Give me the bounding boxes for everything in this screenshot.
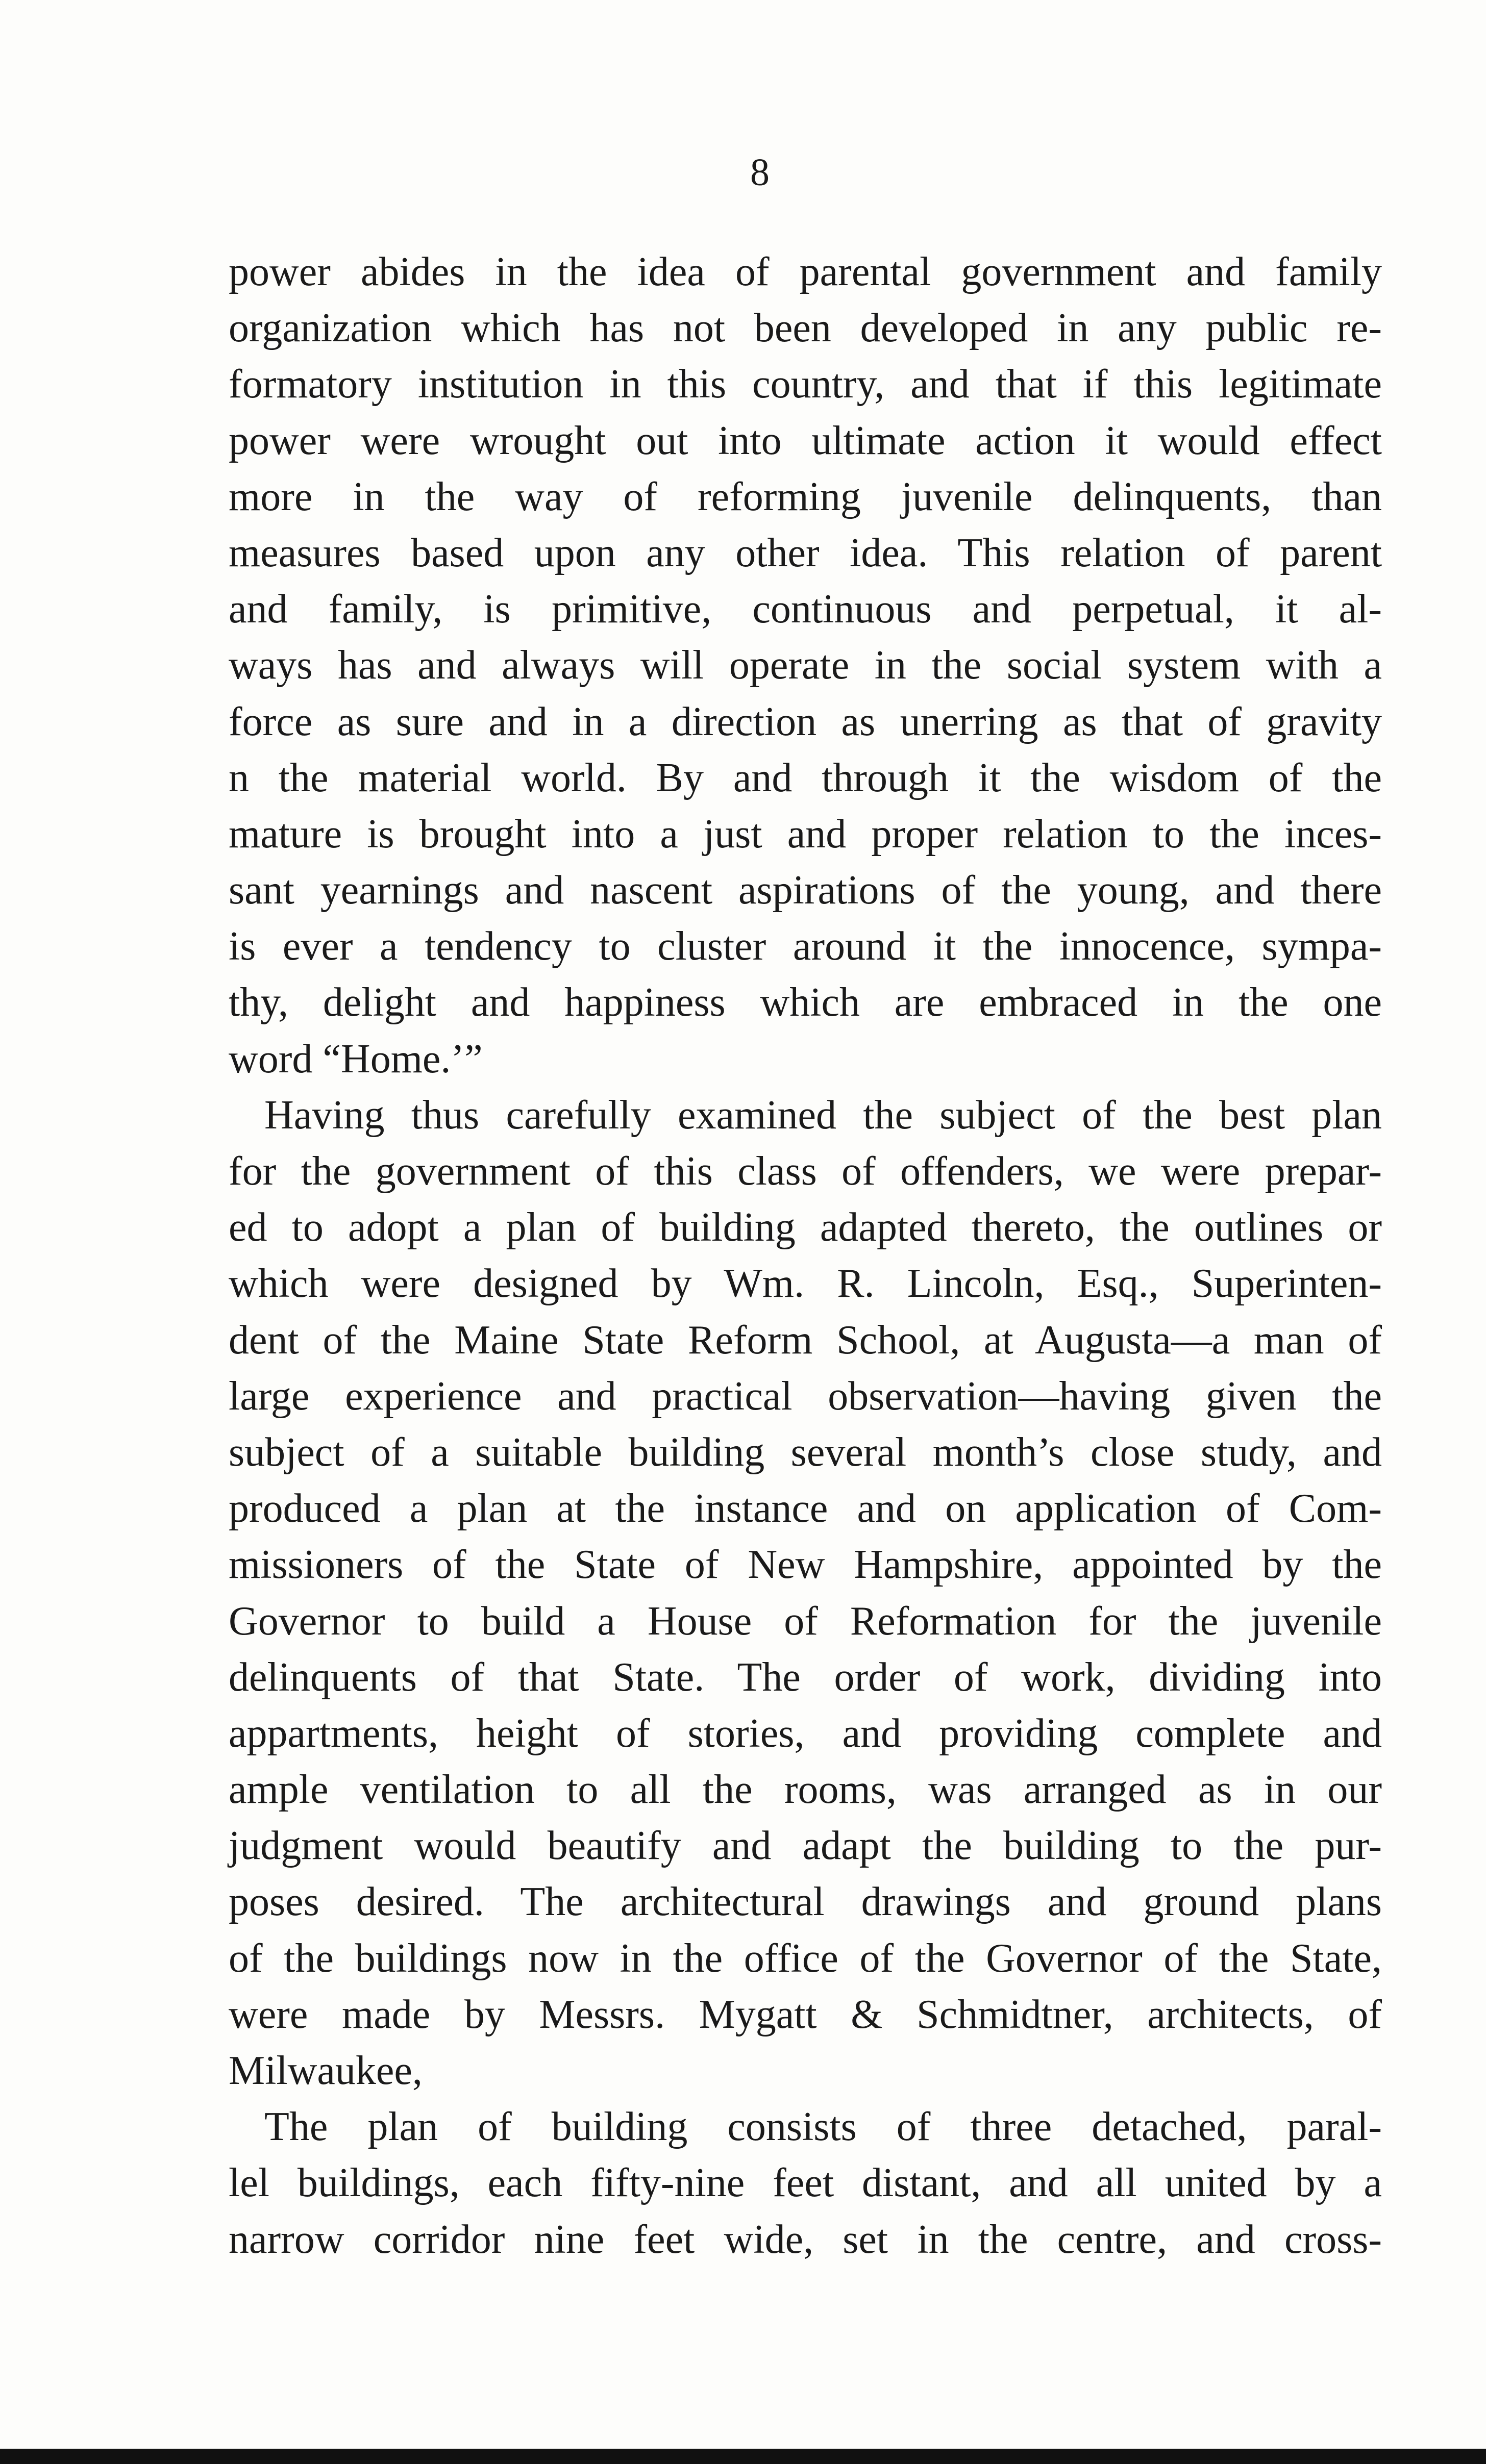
text-line: narrow corridor nine feet wide, set in the centre, and cross- [229, 2217, 1382, 2262]
paragraph-3 [229, 2099, 1382, 2268]
text-line: of the buildings now in the office of the Governor of the State, [229, 1935, 1382, 1981]
text-line: more in the way of reforming juvenile delinquents, than [229, 474, 1382, 519]
text-line: word “Home.’” [229, 1036, 483, 1082]
text-line: thy, delight and happiness which are embraced in the one [229, 980, 1382, 1025]
text-line: Milwaukee, [229, 2048, 423, 2093]
text-line: measures based upon any other idea. This relation of parent [229, 530, 1382, 575]
text-line: organization which has not been developed in any public re- [229, 306, 1382, 351]
paragraph-1 [229, 244, 1382, 1087]
paragraph-2 [229, 1087, 1382, 2099]
text-line: ways has and always will operate in the social system with a [229, 643, 1382, 688]
text-line: produced a plan at the instance and on application of Com- [229, 1486, 1382, 1531]
text-line: ed to adopt a plan of building adapted thereto, the outlines or [229, 1205, 1382, 1250]
text-line: poses desired. The architectural drawings and ground plans [229, 1879, 1382, 1925]
text-line: Having thus carefully examined the subject of the best plan [264, 1092, 1382, 1138]
text-line: ample ventilation to all the rooms, was arranged as in our [229, 1767, 1382, 1813]
text-line: which were designed by Wm. R. Lincoln, Esq., Superinten- [229, 1261, 1382, 1306]
text-line: power were wrought out into ultimate action it would effect [229, 418, 1382, 463]
text-line: formatory institution in this country, and that if this legitimate [229, 362, 1382, 407]
text-line: dent of the Maine State Reform School, at Augusta—a man of [229, 1317, 1382, 1363]
text-line: large experience and practical observation—having given the [229, 1373, 1382, 1419]
text-line: missioners of the State of New Hampshire, appointed by the [229, 1542, 1382, 1588]
text-line: for the government of this class of offenders, we were prepar- [229, 1149, 1382, 1194]
text-line: delinquents of that State. The order of work, dividing into [229, 1654, 1382, 1700]
text-line: judgment would beautify and adapt the building to the pur- [229, 1823, 1382, 1869]
page-number: 8 [750, 151, 770, 194]
text-line: The plan of building consists of three detached, paral- [264, 2104, 1382, 2150]
text-line: is ever a tendency to cluster around it the innocence, sympa- [229, 924, 1382, 969]
text-line: were made by Messrs. Mygatt & Schmidtner, architects, of [229, 1992, 1382, 2037]
text-line: subject of a suitable building several month’s close study, and [229, 1429, 1382, 1475]
text-line: force as sure and in a direction as unerring as that of gravity [229, 699, 1382, 744]
text-line: sant yearnings and nascent aspirations of the young, and there [229, 868, 1382, 913]
text-line: power abides in the idea of parental government and family [229, 249, 1382, 294]
text-line: lel buildings, each fifty-nine feet distant, and all united by a [229, 2160, 1382, 2206]
text-line: and family, is primitive, continuous and perpetual, it al- [229, 587, 1382, 632]
body-text [229, 244, 1382, 2268]
text-line: n the material world. By and through it the wisdom of the [229, 755, 1382, 800]
text-line: mature is brought into a just and proper relation to the inces- [229, 811, 1382, 857]
page-bottom-edge [0, 2449, 1486, 2464]
text-line: appartments, height of stories, and providing complete and [229, 1711, 1382, 1756]
text-line: Governor to build a House of Reformation for the juvenile [229, 1598, 1382, 1644]
